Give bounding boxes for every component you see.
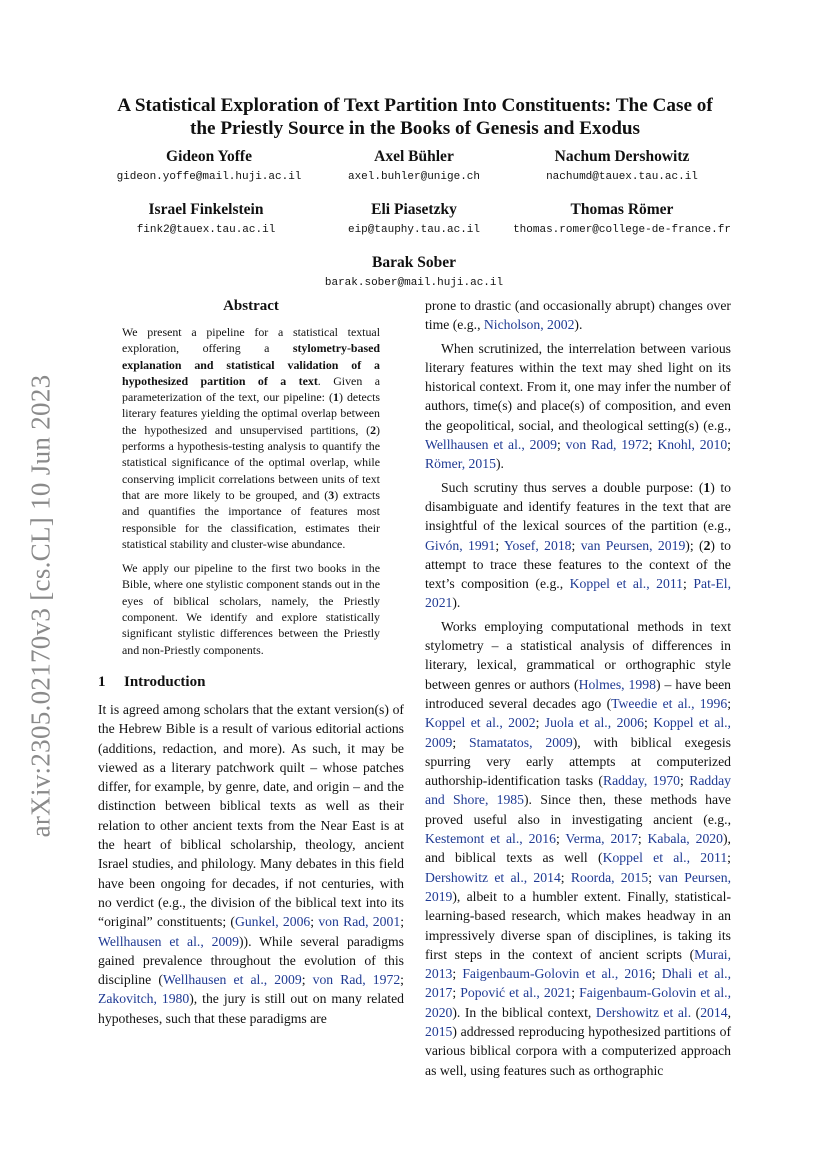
author-name: Axel Bühler bbox=[374, 148, 454, 165]
citation-link[interactable]: Popović et al., 2021 bbox=[460, 985, 572, 1001]
author-email[interactable]: thomas.romer@college-de-france.fr bbox=[513, 224, 731, 236]
author-name: Thomas Römer bbox=[570, 201, 674, 218]
text-run: ), and biblical texts as well ( bbox=[425, 831, 731, 866]
text-run: ; bbox=[400, 914, 404, 930]
text-run: We present a pipeline for a statistical textual exploration, offering a bbox=[122, 325, 380, 356]
text-run: ; bbox=[535, 715, 545, 731]
text-run: ) – have been introduced several decades ago ( bbox=[425, 676, 731, 711]
citation-link[interactable]: Koppel et al., 2002 bbox=[425, 715, 536, 731]
bold-text: stylometry-based explanation and statistical validation of a hypothesized partition of a text bbox=[122, 341, 380, 388]
citation-link[interactable]: Dershowitz et al., 2014 bbox=[425, 869, 561, 885]
abstract-body bbox=[122, 324, 380, 658]
text-run: ; bbox=[648, 869, 659, 885]
author-email[interactable]: nachumd@tauex.tau.ac.il bbox=[546, 171, 698, 183]
citation-link[interactable]: von Rad, 2001 bbox=[318, 914, 401, 930]
author-block bbox=[299, 201, 529, 237]
author-email[interactable]: gideon.yoffe@mail.huji.ac.il bbox=[116, 171, 302, 183]
citation-link[interactable]: van Peursen, 2019 bbox=[425, 869, 731, 904]
author-email[interactable]: barak.sober@mail.huji.ac.il bbox=[324, 277, 504, 289]
text-run: ) to attempt to trace these features to the context of the text’s composition (e.g., bbox=[425, 537, 731, 592]
author-email[interactable]: axel.buhler@unige.ch bbox=[347, 171, 481, 183]
text-run: ; bbox=[452, 985, 461, 1001]
citation-link[interactable]: Römer, 2015 bbox=[425, 456, 496, 472]
citation-link[interactable]: von Rad, 1972 bbox=[565, 437, 649, 453]
text-run: prone to drastic (and occasionally abrupt) changes over time (e.g., bbox=[425, 298, 731, 333]
text-run: ). bbox=[495, 456, 504, 472]
text-run: ; bbox=[452, 966, 463, 982]
text-run: ) extracts and quantifies the importance of features most responsible for the classification, estimates their statistical stability and cluster-wise abundance. bbox=[122, 487, 380, 551]
author-email[interactable]: fink2@tauex.tau.ac.il bbox=[136, 224, 276, 236]
left-column bbox=[98, 296, 404, 1028]
citation-link[interactable]: Dhali et al., 2017 bbox=[425, 966, 731, 1001]
arxiv-identifier: arXiv:2305.02170v3 [cs.CL] 10 Jun 2023 bbox=[25, 374, 56, 838]
citation-link[interactable]: Knohl, 2010 bbox=[657, 437, 728, 453]
author-block bbox=[299, 148, 529, 184]
citation-link[interactable]: Verma, 2017 bbox=[565, 831, 638, 847]
author-block bbox=[94, 148, 324, 184]
citation-link[interactable]: Dershowitz et al. bbox=[595, 1004, 692, 1020]
citation-link[interactable]: Givón, 1991 bbox=[425, 537, 496, 553]
text-run: ). In the biblical context, bbox=[452, 1004, 596, 1020]
citation-link[interactable]: Radday and Shore, 1985 bbox=[425, 773, 731, 808]
right-column bbox=[425, 296, 731, 1080]
citation-link[interactable]: 2014 bbox=[700, 1004, 728, 1020]
text-run: ; bbox=[555, 831, 566, 847]
author-block bbox=[507, 201, 737, 237]
paper-title-line-1: A Statistical Exploration of Text Partition Into Constituents: The Case of bbox=[117, 95, 713, 116]
author-block bbox=[91, 201, 321, 237]
abstract-paragraph bbox=[122, 324, 380, 552]
citation-link[interactable]: van Peursen, 2019 bbox=[580, 537, 686, 553]
paper-title-line-2: the Priestly Source in the Books of Genesis and Exodus bbox=[189, 118, 641, 139]
citation-link[interactable]: Roorda, 2015 bbox=[570, 869, 649, 885]
body-paragraph bbox=[425, 617, 731, 1080]
body-paragraph bbox=[425, 478, 731, 613]
paper-title bbox=[95, 94, 735, 140]
bold-number: 3 bbox=[328, 487, 335, 502]
citation-link[interactable]: Koppel et al., 2009 bbox=[425, 715, 731, 750]
citation-link[interactable]: Stamatatos, 2009 bbox=[469, 734, 573, 750]
citation-link[interactable]: Juola et al., 2006 bbox=[544, 715, 644, 731]
author-block bbox=[299, 254, 529, 290]
citation-link[interactable]: Murai, 2013 bbox=[425, 946, 731, 982]
text-run: ) detects literary features yielding the optimal overlap between the hypothesized and unsupervised partitions, ( bbox=[122, 390, 381, 437]
bold-number: 2 bbox=[703, 537, 711, 553]
text-run: . Given a parameterization of the text, our pipeline: ( bbox=[122, 373, 380, 405]
abstract-heading: Abstract bbox=[223, 298, 279, 314]
bold-number: 2 bbox=[370, 422, 377, 437]
citation-link[interactable]: Radday, 1970 bbox=[602, 773, 681, 789]
bold-number: 1 bbox=[333, 390, 339, 405]
text-run: ; bbox=[310, 914, 319, 930]
text-run: ; bbox=[637, 831, 648, 847]
text-run: ; bbox=[643, 715, 654, 731]
bold-number: 1 bbox=[703, 479, 711, 495]
citation-link[interactable]: Pat-El, 2021 bbox=[425, 576, 732, 611]
text-run: )). While several paradigms gained prevalence throughout the evolution of this discipline ( bbox=[98, 933, 404, 988]
text-run: ). Since then, these methods have proved useful also in investigating ancient (e.g., bbox=[425, 792, 731, 827]
citation-link[interactable]: Kabala, 2020 bbox=[647, 831, 723, 847]
text-run: ; bbox=[556, 437, 566, 453]
citation-link[interactable]: Holmes, 1998 bbox=[578, 676, 656, 692]
text-run: ) performs a hypothesis-testing analysis to quantify the statistical significance of the optimal overlap, while conserving implicit correlations between units of text that are more likely to be grouped, and ( bbox=[122, 422, 380, 502]
author-name: Gideon Yoffe bbox=[166, 148, 252, 165]
text-run: , bbox=[727, 1004, 731, 1020]
citation-link[interactable]: 2015 bbox=[425, 1023, 453, 1039]
text-run: Such scrutiny thus serves a double purpose: ( bbox=[441, 479, 704, 495]
section-number: 1 bbox=[98, 673, 106, 690]
section-heading-introduction bbox=[98, 672, 404, 692]
author-name: Nachum Dershowitz bbox=[554, 148, 690, 165]
author-block bbox=[507, 148, 737, 184]
text-run: ; bbox=[560, 869, 571, 885]
body-paragraph bbox=[98, 700, 404, 1028]
text-run: ). bbox=[574, 317, 583, 333]
text-run: ), albeit to a humbler extent. Finally, statistical-learning-based research, which makes headway in an impressively diverse span of disciplines, is taking its first steps in the context of ancient scripts ( bbox=[425, 888, 731, 962]
citation-link[interactable]: Tweedie et al., 1996 bbox=[611, 695, 728, 711]
citation-link[interactable]: von Rad, 1972 bbox=[312, 972, 401, 988]
text-run: ; bbox=[400, 972, 404, 988]
section-title: Introduction bbox=[124, 673, 206, 690]
author-name: Israel Finkelstein bbox=[148, 201, 264, 218]
text-run: ; bbox=[571, 985, 580, 1001]
introduction-body bbox=[98, 700, 404, 1028]
body-paragraph bbox=[425, 339, 731, 474]
citation-link[interactable]: Koppel et al., 2011 bbox=[569, 576, 684, 592]
text-run: ), with biblical exegesis spurring very early attempts at computerized authorship-identification tasks ( bbox=[425, 734, 731, 789]
text-run: When scrutinized, the interrelation between various literary features within the text may shed light on its historical context. From it, one may infer the number of authors, time(s) and place(s) of composition, and even the geopolitical, social, and theological setting(s) (e.g., bbox=[425, 340, 731, 433]
text-run: ; bbox=[651, 966, 662, 982]
abstract-paragraph: We apply our pipeline to the first two books in the Bible, where one stylistic component stands out in the eyes of biblical scholars, namely, the Priestly component. We identify and explore statistically significant stylistic differences between the Priestly and non-Priestly components. bbox=[122, 561, 380, 657]
text-run: ; bbox=[727, 437, 731, 453]
citation-link[interactable]: Nicholson, 2002 bbox=[483, 317, 575, 333]
text-run: It is agreed among scholars that the extant version(s) of the Hebrew Bible is a result of various editorial actions (additions, redaction, and more). As such, it may be viewed as a literary patchwork quilt – whose patches differ, for example, by genre, date, and origin – and the distinction between biblical texts as well as their relation to other ancient texts from the Near East is at the heart of biblical scholarship, theology, ancient Israel studies, and philology. Many debates in this field have been ongoing for decades, if not centuries, with no verdict (e.g., the division of the biblical text into its “original” constituents; ( bbox=[98, 701, 404, 930]
text-run: ; bbox=[727, 850, 731, 866]
text-run: ; bbox=[301, 972, 313, 988]
citation-link[interactable]: Wellhausen et al., 2009 bbox=[98, 933, 239, 949]
author-name: Barak Sober bbox=[372, 254, 456, 271]
citation-link[interactable]: Kestemont et al., 2016 bbox=[425, 831, 556, 847]
citation-link[interactable]: Wellhausen et al., 2009 bbox=[425, 437, 557, 453]
citation-link[interactable]: Yosef, 2018 bbox=[504, 537, 572, 553]
author-name: Eli Piasetzky bbox=[371, 201, 457, 218]
author-email[interactable]: eip@tauphy.tau.ac.il bbox=[347, 224, 481, 236]
text-run: ; bbox=[495, 537, 505, 553]
text-run: ( bbox=[691, 1004, 701, 1020]
citation-link[interactable]: Faigenbaum-Golovin et al., 2016 bbox=[462, 966, 652, 982]
citation-link[interactable]: Faigenbaum-Golovin et al., 2020 bbox=[425, 985, 731, 1020]
text-run: ; bbox=[571, 537, 581, 553]
citation-link[interactable]: Zakovitch, 1980 bbox=[98, 991, 190, 1007]
text-run: ). bbox=[452, 595, 461, 611]
text-run: ), the jury is still out on many related hypotheses, such that these paradigms are bbox=[98, 991, 404, 1026]
citation-link[interactable]: Koppel et al., 2011 bbox=[602, 850, 728, 866]
body-paragraph bbox=[425, 296, 731, 335]
text-run: ; bbox=[680, 773, 690, 789]
citation-link[interactable]: Wellhausen et al., 2009 bbox=[162, 972, 302, 988]
text-run: Works employing computational methods in text stylometry – a statistical analysis of differences in literary, lexical, grammatical or orthographic style between genres or authors ( bbox=[425, 618, 731, 692]
text-run: ; bbox=[648, 437, 658, 453]
arxiv-sidebar bbox=[6, 366, 76, 846]
citation-link[interactable]: Gunkel, 2006 bbox=[234, 914, 311, 930]
text-run: ); ( bbox=[685, 537, 704, 553]
text-run: ; bbox=[452, 734, 470, 750]
text-run: ; bbox=[683, 576, 694, 592]
text-run: ) addressed reproducing hypothesized partitions of various biblical corpora with a computerized approach as well, using features such as orthographic bbox=[425, 1023, 731, 1078]
text-run: ; bbox=[727, 695, 731, 711]
text-run: ) to disambiguate and identify features in the text that are insightful of the lexical sources of the partition (e.g., bbox=[425, 479, 731, 534]
